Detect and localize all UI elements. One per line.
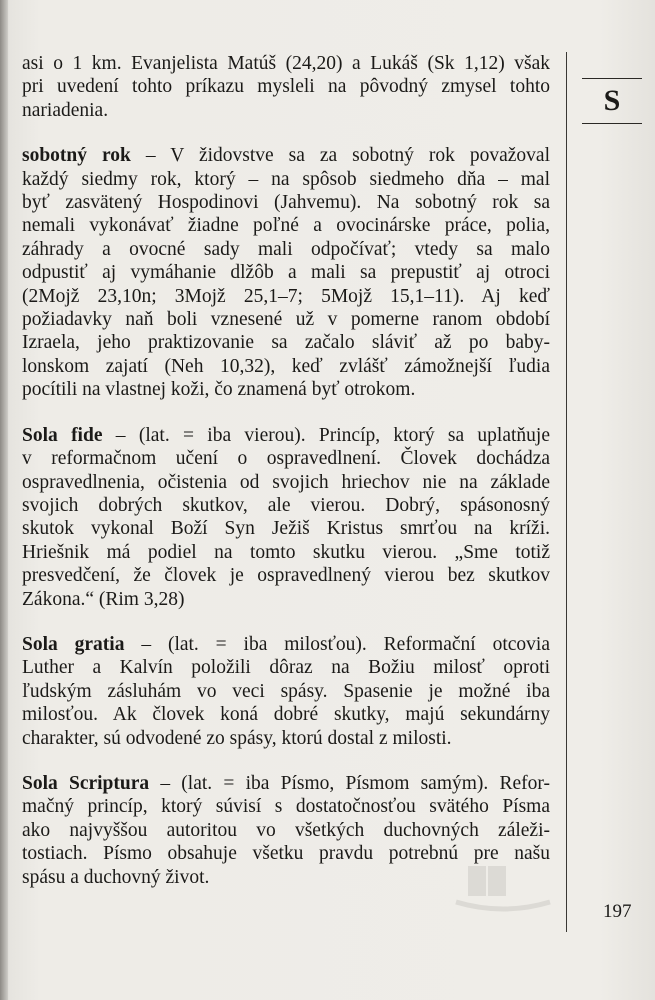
text-line: ako najvyššou autoritou vo všetkých duchovných záleži- xyxy=(22,819,550,841)
text-line: – V židovstve sa za sobotný rok považoval xyxy=(130,145,550,167)
entry-term: Sola gratia xyxy=(22,633,125,655)
entry-term: Sola Scriptura xyxy=(22,772,150,794)
text-line: ospravedlnenia, očistenia od svojich hriechov nie na základe xyxy=(22,471,550,493)
text-line: – (lat. = iba milosťou). Reformační otcovia xyxy=(124,633,550,655)
entry-term: sobotný rok xyxy=(22,145,131,167)
entry-sola-fide xyxy=(22,424,550,611)
entry-continuation xyxy=(22,52,550,122)
text-line: Hriešnik má podiel na tomto skutku vierou. „Sme totiž xyxy=(22,541,550,563)
book-logo-watermark-icon xyxy=(448,858,558,918)
text-line: asi o 1 km. Evanjelista Matúš (24,20) a Lukáš (Sk 1,12) však xyxy=(22,53,550,74)
text-line: v reformačnom učení o ospravedlnení. Človek dochádza xyxy=(22,448,550,470)
text-line: Izraela, jeho praktizovanie sa začalo sláviť až po baby- xyxy=(22,332,550,354)
text-line: odpustiť aj vymáhanie dlžôb a mali sa prepustiť aj otroci xyxy=(22,262,550,284)
entry-term: Sola fide xyxy=(22,424,103,446)
text-line: Zákona.“ (Rim 3,28) xyxy=(22,588,185,610)
text-line: lonskom zajatí (Neh 10,32), keď zvlášť zámožnejší ľudia xyxy=(22,355,550,377)
text-line: nemali vykonávať žiadne poľné a ovocinárske práce, polia, xyxy=(22,215,550,237)
text-line: požiadavky naň boli vznesené už v pomerne ranom období xyxy=(22,309,550,331)
text-line: presvedčení, že človek je ospravedlnený vierou bez skutkov xyxy=(22,565,550,587)
text-line: – (lat. = iba Písmo, Písmom samým). Refor- xyxy=(149,772,550,794)
text-line: svojich dobrých skutkov, ale vierou. Dobrý, spásonosný xyxy=(22,494,550,516)
text-line: záhrady a ovocné sady mali odpočívať; vtedy sa malo xyxy=(22,238,550,260)
text-line: milosťou. Ak človek koná dobré skutky, majú sekundárny xyxy=(22,704,550,726)
text-line: spásu a duchovný život. xyxy=(22,866,210,888)
section-letter: S xyxy=(582,78,642,124)
text-line: byť zasvätený Hospodinovi (Jahvemu). Na sobotný rok sa xyxy=(22,192,550,214)
binding-shadow xyxy=(0,0,8,1000)
margin-rule xyxy=(566,52,567,932)
text-line: Luther a Kalvín položili dôraz na Božiu milosť oproti xyxy=(22,657,550,679)
text-line: – (lat. = iba vierou). Princíp, ktorý sa uplatňuje xyxy=(102,424,550,446)
text-line: tostiach. Písmo obsahuje všetku pravdu potrebnú pre našu xyxy=(22,843,550,865)
text-line: nariadenia. xyxy=(22,99,109,121)
text-line: charakter, sú odvodené zo spásy, ktorú dostal z milosti. xyxy=(22,727,452,749)
text-line: (2Mojž 23,10n; 3Mojž 25,1–7; 5Mojž 15,1–11). Aj keď xyxy=(22,285,550,307)
entry-sobotny-rok xyxy=(22,144,550,401)
page-number: 197 xyxy=(603,901,632,922)
text-line: každý siedmy rok, ktorý – na spôsob siedmeho dňa – mal xyxy=(22,168,550,190)
text-line: skutok vykonal Boží Syn Ježiš Kristus smrťou na kríži. xyxy=(22,518,550,540)
text-column xyxy=(22,52,550,911)
text-line: pri uvedení tohto príkazu mysleli na pôvodný zmysel tohto xyxy=(22,76,550,98)
text-line: pocítili na vlastnej koži, čo znamená byť otrokom. xyxy=(22,379,416,401)
entry-sola-gratia xyxy=(22,633,550,750)
text-line: mačný princíp, ktorý súvisí s dostatočnosťou svätého Písma xyxy=(22,796,550,818)
text-line: ľudským zásluhám vo veci spásy. Spasenie je možné iba xyxy=(22,680,550,702)
